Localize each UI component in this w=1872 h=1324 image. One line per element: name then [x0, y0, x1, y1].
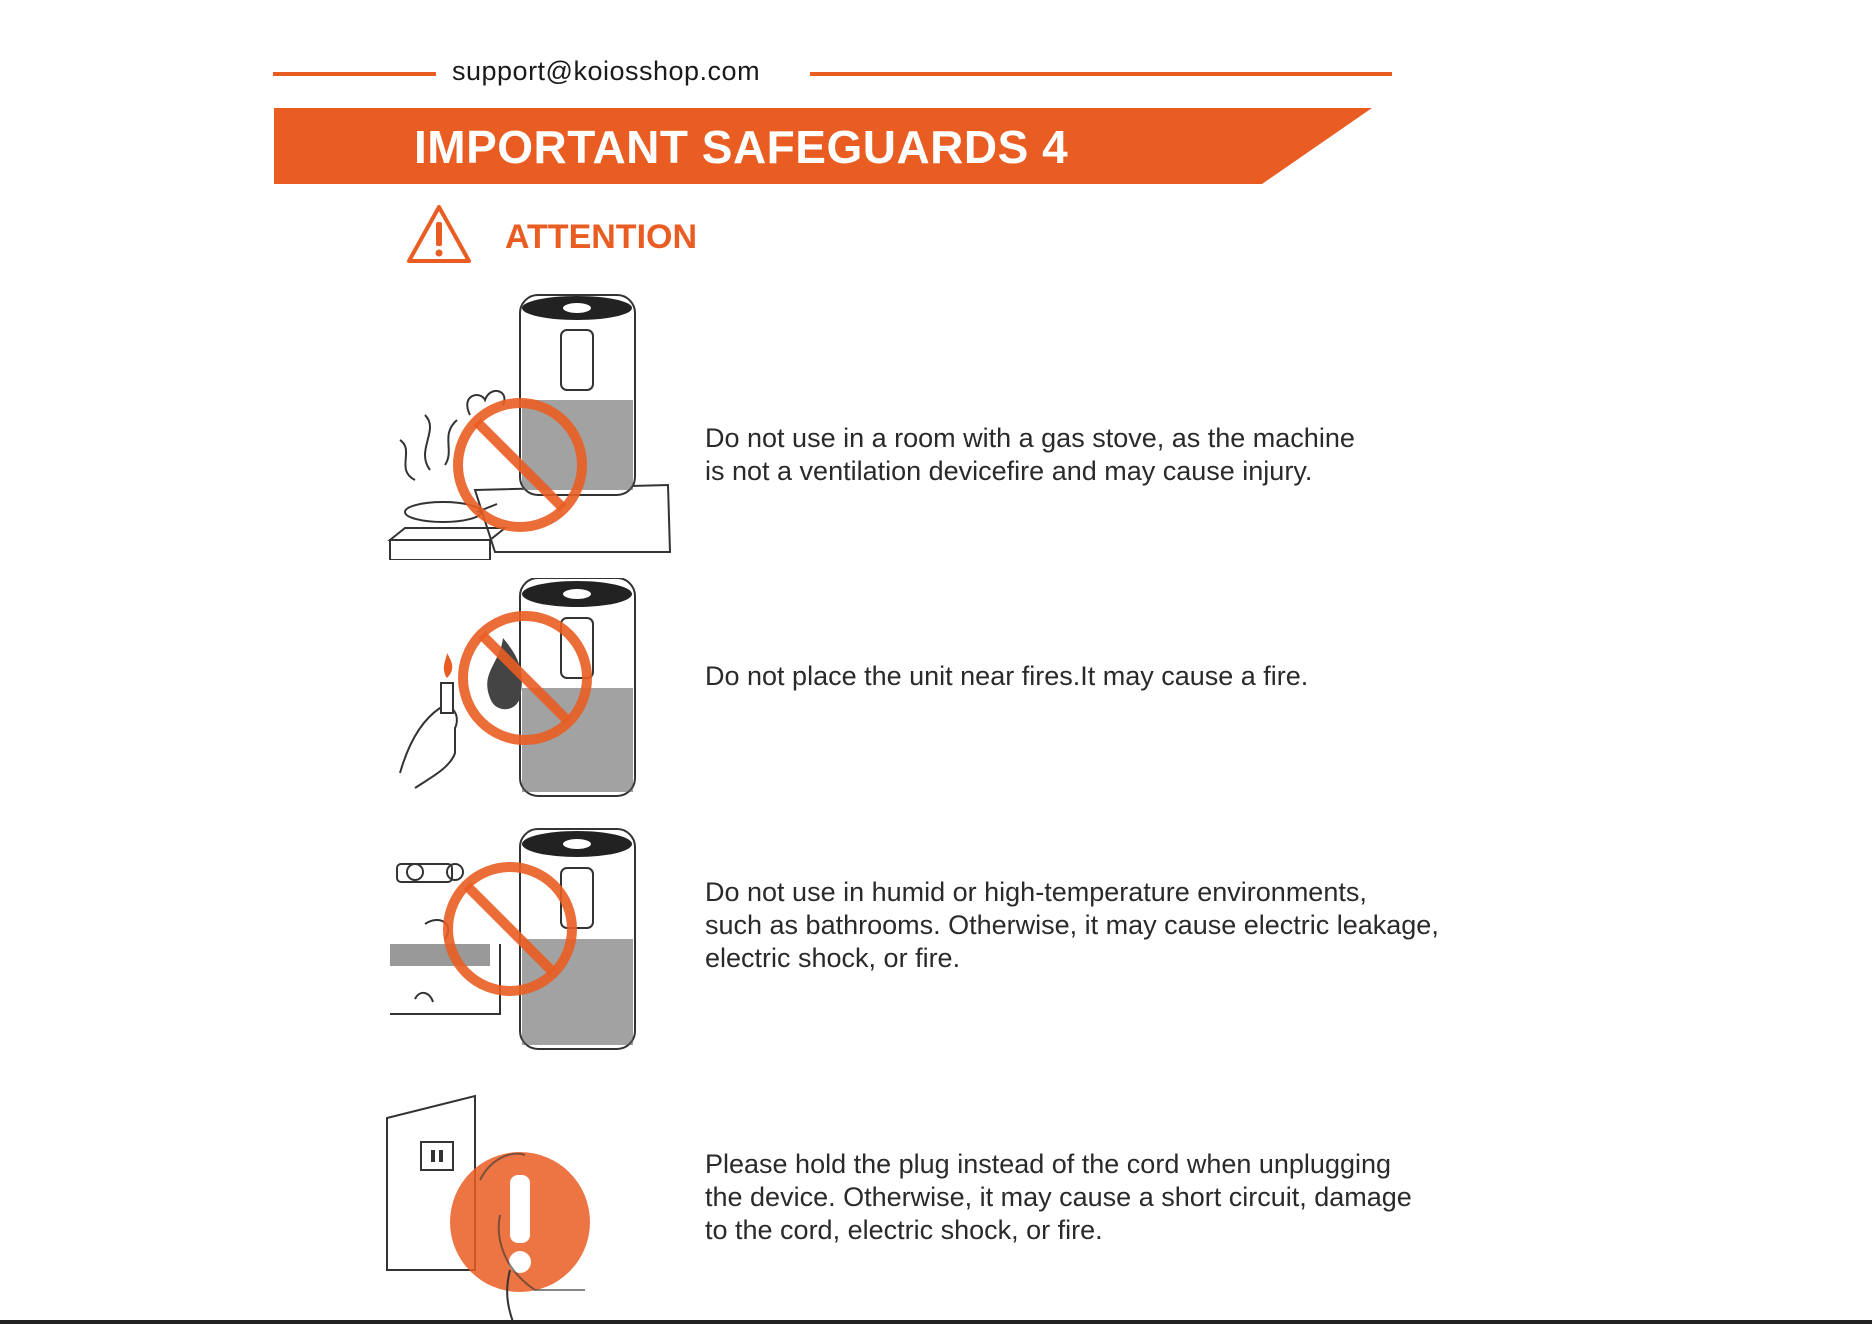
text-line: Please hold the plug instead of the cord when unplugging: [705, 1149, 1392, 1179]
no-humid-environment-icon: [385, 824, 675, 1054]
page-title: IMPORTANT SAFEGUARDS 4: [414, 121, 1069, 173]
header-rule-right: [810, 72, 1392, 76]
safeguard-item: [385, 578, 1505, 798]
hold-plug-warning-icon: [385, 1090, 675, 1322]
text-line: the device. Otherwise, it may cause a short circuit, damage: [705, 1182, 1412, 1212]
header-rule-left: [273, 72, 436, 76]
support-email: support@koiosshop.com: [452, 56, 761, 86]
text-line: is not a ventilation devicefire and may cause injury.: [705, 456, 1313, 486]
text-line: such as bathrooms. Otherwise, it may cause electric leakage,: [705, 910, 1439, 940]
safeguard-text: [705, 422, 1505, 488]
text-line: Do not use in a room with a gas stove, as the machine: [705, 423, 1355, 453]
text-line: to the cord, electric shock, or fire.: [705, 1215, 1103, 1245]
no-gas-stove-icon: [385, 290, 675, 560]
safeguard-text: [705, 1148, 1505, 1247]
safeguard-text: [705, 660, 1505, 693]
warning-triangle-icon: [406, 204, 472, 264]
title-banner: [274, 108, 1372, 184]
page-bottom-edge: [0, 1320, 1872, 1324]
safeguard-item: [385, 290, 1505, 560]
safeguard-item: [385, 1090, 1505, 1322]
attention-label: ATTENTION: [505, 218, 698, 256]
no-fire-icon: [385, 578, 675, 798]
safeguard-text: [705, 876, 1505, 975]
safeguard-item: [385, 824, 1505, 1054]
attention-heading: [406, 204, 698, 264]
text-line: electric shock, or fire.: [705, 943, 961, 973]
text-line: Do not use in humid or high-temperature environments,: [705, 877, 1367, 907]
text-line: Do not place the unit near fires.It may cause a fire.: [705, 661, 1309, 691]
